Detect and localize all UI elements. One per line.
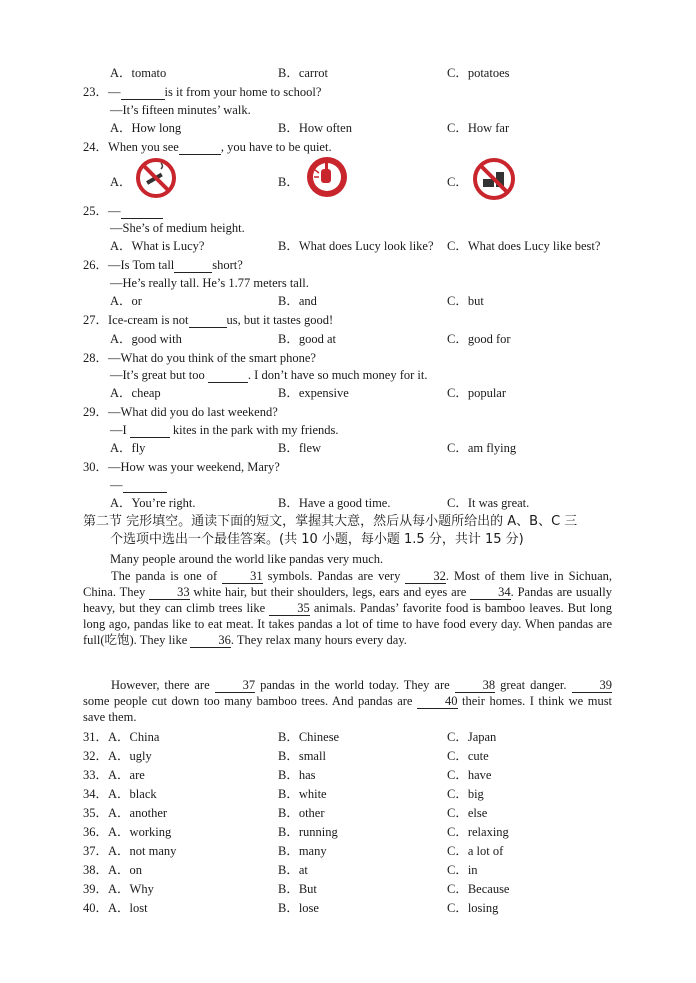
blank-34: 34 <box>470 585 511 600</box>
q27-option-c: C．good for <box>447 332 511 346</box>
q28-option-b: B．expensive <box>278 386 349 400</box>
q30-pre: — <box>110 478 123 492</box>
passage-text: The panda is one of <box>111 569 218 583</box>
q24-option-a: A． <box>110 175 132 189</box>
blank-39: 39 <box>572 678 613 693</box>
q25-option-b: B．What does Lucy look like? <box>278 239 434 253</box>
q27-number: 27． <box>83 313 109 327</box>
blank-31: 31 <box>222 569 263 584</box>
passage-text: pandas in the world today. They are <box>260 678 450 692</box>
no-noise-sign-icon <box>303 155 351 199</box>
q27-option-a: A．good with <box>110 332 182 346</box>
passage-text: their homes. I think we must save them. <box>83 694 613 724</box>
q22-option-a: A．tomato <box>110 66 167 80</box>
section-heading-line2: 个选项中选出一个最佳答案。(共 10 小题，每小题 1.5 分，共计 15 分) <box>110 532 524 547</box>
q27-post: us, but it tastes good! <box>226 313 334 327</box>
q29-number: 29． <box>83 405 109 419</box>
q30-option-b: B．Have a good time. <box>278 496 391 510</box>
option-b: B．small <box>278 749 326 763</box>
blank-35: 35 <box>269 601 310 616</box>
option-row-34 <box>83 786 157 802</box>
q28-blank <box>208 368 248 383</box>
passage-text: white hair, but their shoulders, legs, ears and eyes are <box>193 585 467 599</box>
option-b: B．But <box>278 882 317 896</box>
q29-stem <box>83 404 278 420</box>
q26-line2: —He’s really tall. He’s 1.77 meters tall. <box>110 276 309 290</box>
q29-line1: —What did you do last weekend? <box>108 405 278 419</box>
option-number: 31． <box>83 730 109 744</box>
q25-line2: —She’s of medium height. <box>110 221 245 235</box>
q23-stem <box>83 84 321 100</box>
option-c: C．Japan <box>447 730 497 744</box>
option-b: B．has <box>278 768 316 782</box>
q28-line1: —What do you think of the smart phone? <box>108 351 316 365</box>
passage-text: Most of them live in Sichuan, China. They <box>83 569 613 599</box>
option-c: C．relaxing <box>447 825 509 839</box>
q26-stem <box>83 257 243 273</box>
option-b: B．many <box>278 844 327 858</box>
option-number: 37． <box>83 844 109 858</box>
option-number: 36． <box>83 825 109 839</box>
passage-text: However, there are <box>111 678 210 692</box>
blank-36: 36 <box>190 633 231 648</box>
passage-text: symbols. Pandas are very <box>267 569 401 583</box>
q23-number: 23． <box>83 85 109 99</box>
option-a: A．black <box>108 787 157 801</box>
blank-32: 32 <box>405 569 446 584</box>
q26-option-a: A．or <box>110 294 142 308</box>
q24-post: , you have to be quiet. <box>220 140 332 154</box>
option-a: A．ugly <box>108 749 152 763</box>
blank-38: 38 <box>455 678 496 693</box>
q24-blank <box>179 140 221 155</box>
option-row-39 <box>83 881 154 897</box>
no-smoking-sign-icon <box>135 157 177 199</box>
section-heading-line1: 第二节 完形填空。通读下面的短文，掌握其大意，然后从每小题所给出的 A、B、C 三 <box>83 514 578 529</box>
q24-pre: When you see <box>108 140 179 154</box>
option-b: B．white <box>278 787 327 801</box>
option-c: C．in <box>447 863 478 877</box>
option-row-37 <box>83 843 176 859</box>
q24-stem <box>83 139 332 155</box>
q28-post: . I don’t have so much money for it. <box>247 368 428 382</box>
q22-option-c: C．potatoes <box>447 66 510 80</box>
q29-option-b: B．flew <box>278 441 322 455</box>
option-c: C．have <box>447 768 492 782</box>
q27-option-b: B．good at <box>278 332 336 346</box>
blank-40: 40 <box>417 694 458 709</box>
q22-option-b: B．carrot <box>278 66 328 80</box>
option-a: A．Why <box>108 882 154 896</box>
q26-number: 26． <box>83 258 109 272</box>
option-a: A．working <box>108 825 172 839</box>
option-a: A．lost <box>108 901 148 915</box>
option-number: 38． <box>83 863 109 877</box>
q23-option-c: C．How far <box>447 121 510 135</box>
q29-post: kites in the park with my friends. <box>172 423 339 437</box>
passage-text: some people cut down too many bamboo trees. And pandas are <box>83 694 413 708</box>
blank-33: 33 <box>149 585 190 600</box>
q27-stem <box>83 312 333 328</box>
q25-pre: — <box>108 204 121 218</box>
option-c: C．Because <box>447 882 510 896</box>
option-c: C．losing <box>447 901 499 915</box>
q26-option-c: C．but <box>447 294 484 308</box>
option-number: 32． <box>83 749 109 763</box>
q30-line1: —How was your weekend, Mary? <box>108 460 280 474</box>
option-c: C．cute <box>447 749 489 763</box>
q26-blank <box>174 258 212 273</box>
q26-option-b: B．and <box>278 294 317 308</box>
option-a: A．China <box>108 730 160 744</box>
q26-post: short? <box>212 258 243 272</box>
q24-option-b: B． <box>278 175 299 189</box>
passage-text: Pandas are usually heavy, but they can climb trees like <box>83 585 612 615</box>
option-a: A．on <box>108 863 143 877</box>
q28-line2 <box>110 367 428 383</box>
q30-number: 30． <box>83 460 109 474</box>
q25-number: 25． <box>83 204 109 218</box>
passage-paragraph-2 <box>83 677 612 725</box>
q23-post: is it from your home to school? <box>164 85 322 99</box>
q23-pre: — <box>108 85 121 99</box>
passage-text: animals. Pandas’ favorite food is bamboo leaves. But long long ago, pandas like to eat meat. It takes pandas a lot of time to have food every day. When pandas are full(吃饱). They like <box>83 601 612 647</box>
no-food-sign-icon <box>471 157 517 201</box>
blank-37: 37 <box>215 678 256 693</box>
q23-option-a: A．How long <box>110 121 182 135</box>
q30-blank <box>123 478 167 493</box>
q25-option-a: A．What is Lucy? <box>110 239 205 253</box>
q30-stem <box>83 459 280 475</box>
q30-option-a: A．You’re right. <box>110 496 196 510</box>
passage-text: They relax many hours every day. <box>236 633 407 647</box>
q29-line2 <box>110 422 339 438</box>
option-row-36 <box>83 824 171 840</box>
q25-blank <box>121 204 163 219</box>
q30-line2 <box>110 477 167 493</box>
option-row-38 <box>83 862 142 878</box>
option-b: B．at <box>278 863 308 877</box>
q29-option-a: A．fly <box>110 441 146 455</box>
q29-blank <box>130 423 170 438</box>
option-row-32 <box>83 748 152 764</box>
option-b: B．Chinese <box>278 730 340 744</box>
q24-number: 24． <box>83 140 109 154</box>
q27-blank <box>189 313 227 328</box>
q23-blank <box>121 85 165 100</box>
option-b: B．other <box>278 806 325 820</box>
q24-option-c: C． <box>447 175 468 189</box>
q28-option-c: C．popular <box>447 386 507 400</box>
passage-paragraph-1: The panda is one of 31 symbols. Pandas are very 32. Most of them live in Sichuan, China. They 33 white hair, but their shoulders, legs, ears and eyes are 34. Pandas are usually heavy, but they can climb trees like 35 animals. Pandas’ favorite food is bamboo leaves. But long long ago, pandas like to eat meat. It takes pandas a lot of time to have food every day. When pandas are full(吃饱). They like 36. They relax many hours every day. <box>83 569 613 647</box>
q25-stem <box>83 203 163 219</box>
q28-number: 28． <box>83 351 109 365</box>
option-number: 40． <box>83 901 109 915</box>
option-number: 39． <box>83 882 109 896</box>
q26-pre: —Is Tom tall <box>108 258 175 272</box>
option-number: 33． <box>83 768 109 782</box>
option-b: B．lose <box>278 901 319 915</box>
option-b: B．running <box>278 825 338 839</box>
option-a: A．are <box>108 768 145 782</box>
option-c: C．else <box>447 806 488 820</box>
option-row-40 <box>83 900 148 916</box>
q28-stem <box>83 350 316 366</box>
q30-option-c: C．It was great. <box>447 496 530 510</box>
q28-option-a: A．cheap <box>110 386 161 400</box>
q23-line2: —It’s fifteen minutes’ walk. <box>110 103 251 117</box>
option-row-33 <box>83 767 145 783</box>
option-number: 34． <box>83 787 109 801</box>
option-row-31 <box>83 729 159 745</box>
q28-pre: —It’s great but too <box>110 368 205 382</box>
passage-intro: Many people around the world like pandas very much. <box>110 552 384 566</box>
passage-text: great danger. <box>500 678 567 692</box>
option-number: 35． <box>83 806 109 820</box>
q29-option-c: C．am flying <box>447 441 517 455</box>
q29-pre: —I <box>110 423 127 437</box>
option-c: C．a lot of <box>447 844 504 858</box>
option-a: A．not many <box>108 844 177 858</box>
option-row-35 <box>83 805 167 821</box>
option-a: A．another <box>108 806 168 820</box>
q23-option-b: B．How often <box>278 121 352 135</box>
q25-option-c: C．What does Lucy like best? <box>447 239 601 253</box>
option-c: C．big <box>447 787 484 801</box>
q27-pre: Ice-cream is not <box>108 313 189 327</box>
